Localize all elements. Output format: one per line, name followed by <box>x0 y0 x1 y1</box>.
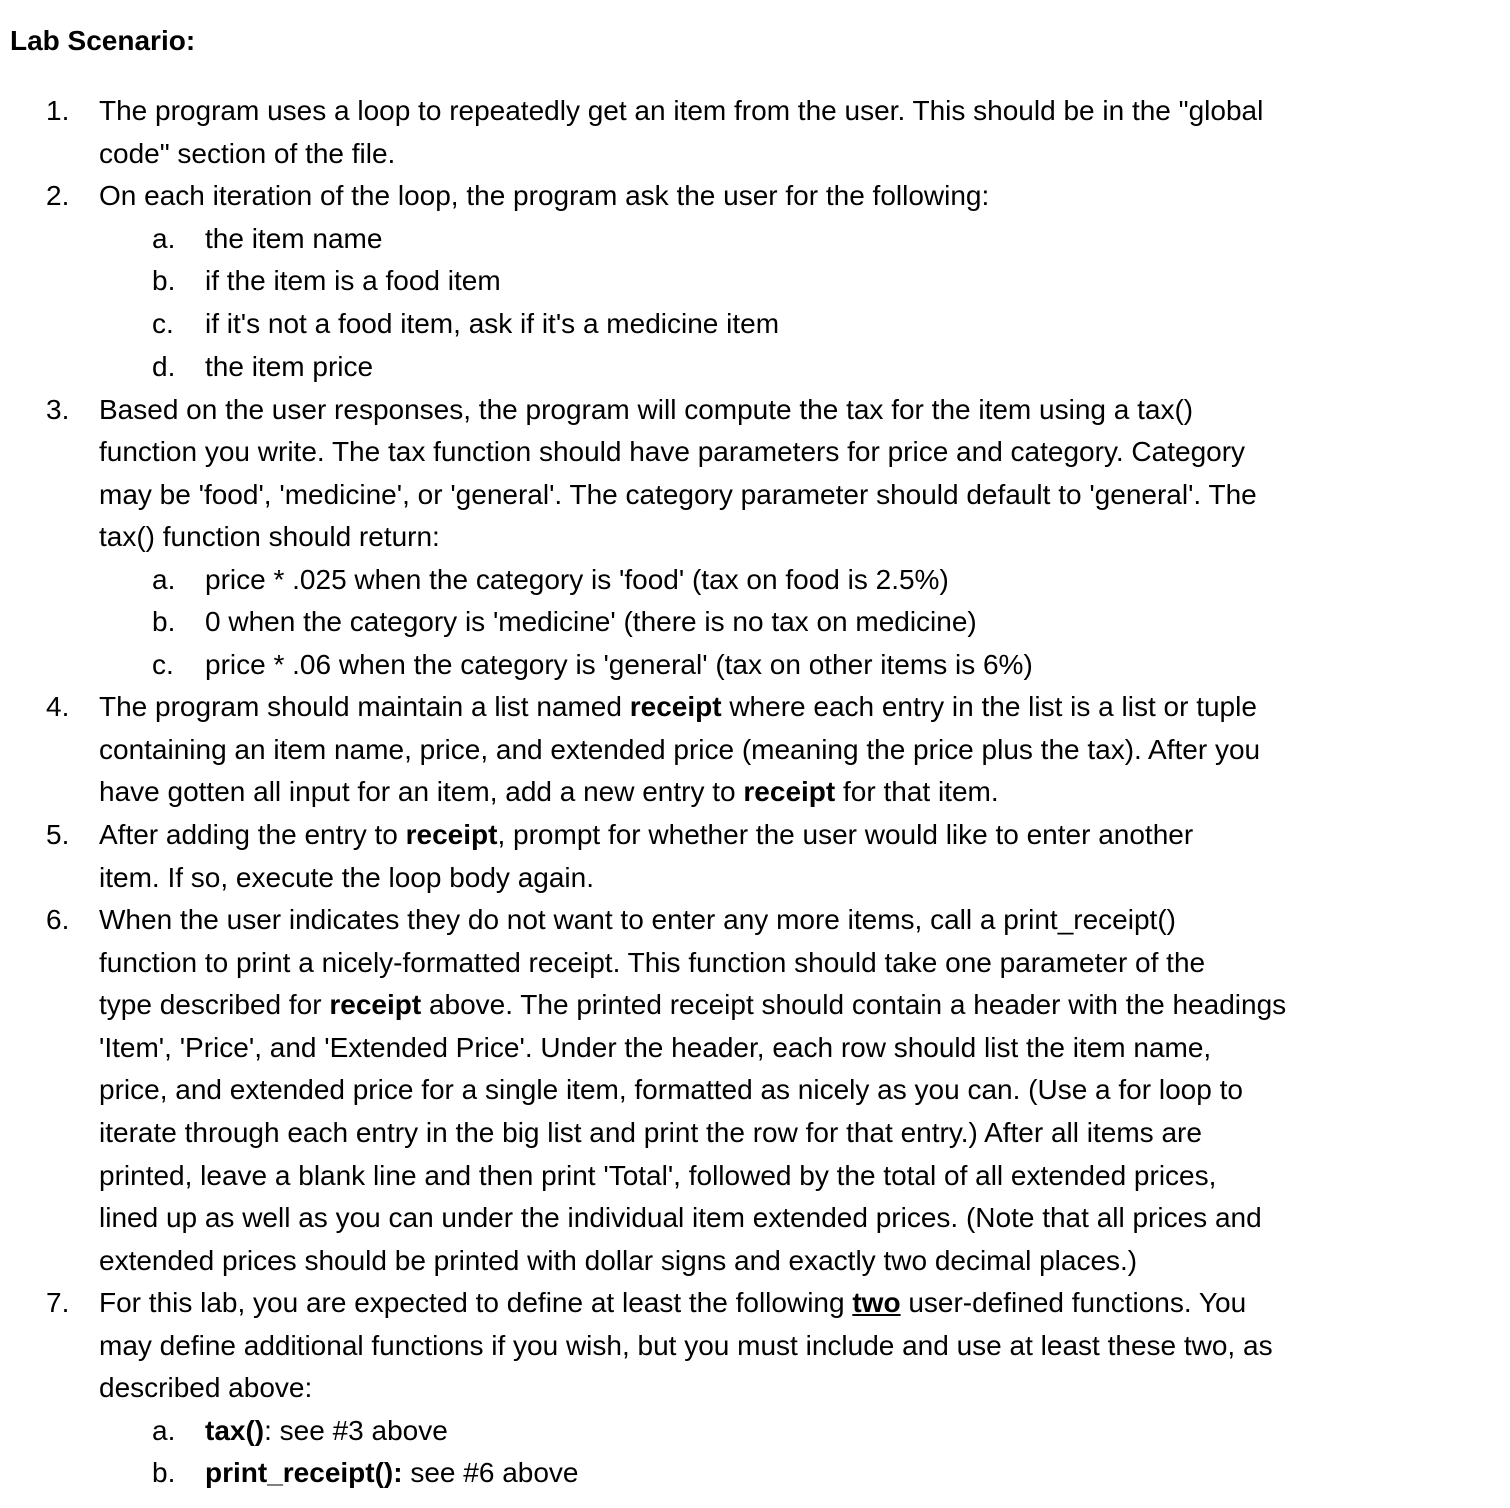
list-item-line: tax() function should return: <box>99 521 440 552</box>
list-number: 6. <box>46 904 70 935</box>
sub-item-text: if the item is a food item <box>205 265 501 296</box>
text-run: for that item. <box>835 776 999 807</box>
list-item-line: printed, leave a blank line and then print 'Total', followed by the total of all extended prices, <box>99 1160 1217 1191</box>
sub-letter: a. <box>152 564 176 595</box>
sub-item-text: price * .025 when the category is 'food' (tax on food is 2.5%) <box>205 564 949 595</box>
text-run: type described for <box>99 989 330 1020</box>
page-title: Lab Scenario: <box>10 25 196 56</box>
sub-letter: a. <box>152 223 176 254</box>
list-item-line: may be 'food', 'medicine', or 'general'. The category parameter should default to 'general'. The <box>99 479 1257 510</box>
code-term-receipt: receipt <box>743 776 836 807</box>
sub-letter: c. <box>152 308 174 339</box>
list-item-line: iterate through each entry in the big list and print the row for that entry.) After all items are <box>99 1117 1202 1148</box>
list-item-line <box>99 814 1193 857</box>
code-term-receipt: receipt <box>629 691 722 722</box>
list-item-line: function you write. The tax function should have parameters for price and category. Category <box>99 436 1246 467</box>
list-item-line: On each iteration of the loop, the program ask the user for the following: <box>99 180 990 211</box>
list-item-line: price, and extended price for a single item, formatted as nicely as you can. (Use a for loop to <box>99 1074 1243 1105</box>
list-item-line: described above: <box>99 1372 313 1403</box>
list-number: 7. <box>46 1287 70 1318</box>
text-run: After adding the entry to <box>99 819 406 850</box>
text-run: The program should maintain a list named <box>99 691 630 722</box>
list-number: 1. <box>46 95 70 126</box>
text-run: where each entry in the list is a list or tuple <box>721 691 1257 722</box>
text-run: have gotten all input for an item, add a new entry to <box>99 776 744 807</box>
sub-item-text: the item name <box>205 223 383 254</box>
list-item-line: extended prices should be printed with dollar signs and exactly two decimal places.) <box>99 1245 1138 1276</box>
sub-letter: b. <box>152 1457 176 1488</box>
list-item-line <box>99 771 999 814</box>
list-item-line: containing an item name, price, and extended price (meaning the price plus the tax). After you <box>99 734 1261 765</box>
code-term-receipt: receipt <box>405 819 498 850</box>
list-item-line <box>99 984 1286 1027</box>
sub-letter: b. <box>152 606 176 637</box>
text-run: user-defined functions. You <box>900 1287 1247 1318</box>
sub-item-text: if it's not a food item, ask if it's a medicine item <box>205 308 780 339</box>
list-item-line <box>99 1282 1246 1325</box>
sub-letter: d. <box>152 351 176 382</box>
sub-letter: a. <box>152 1415 176 1446</box>
list-item-line: lined up as well as you can under the individual item extended prices. (Note that all prices and <box>99 1202 1262 1233</box>
sub-letter: b. <box>152 265 176 296</box>
list-item-line: item. If so, execute the loop body again. <box>99 862 594 893</box>
list-item-line: function to print a nicely-formatted receipt. This function should take one parameter of the <box>99 947 1206 978</box>
list-item-line: code" section of the file. <box>99 138 396 169</box>
function-name-tax: tax() <box>205 1415 265 1446</box>
list-number: 3. <box>46 394 70 425</box>
list-number: 4. <box>46 691 70 722</box>
text-run: above. The printed receipt should contain a header with the headings <box>421 989 1287 1020</box>
text-run: : see #3 above <box>264 1415 448 1446</box>
code-term-receipt: receipt <box>329 989 422 1020</box>
function-name-print-receipt: print_receipt(): <box>205 1457 403 1488</box>
list-item-line: Based on the user responses, the program will compute the tax for the item using a tax() <box>99 394 1194 425</box>
sub-item-text: the item price <box>205 351 374 382</box>
emphasis-two: two <box>852 1287 901 1318</box>
list-item-line: The program uses a loop to repeatedly get an item from the user. This should be in the "global <box>99 95 1264 126</box>
sub-item-text: price * .06 when the category is 'general' (tax on other items is 6%) <box>205 649 1033 680</box>
list-item-line <box>99 686 1257 729</box>
sub-item-text <box>205 1452 579 1495</box>
text-run: , prompt for whether the user would like to enter another <box>497 819 1194 850</box>
list-item-line: When the user indicates they do not want to enter any more items, call a print_receipt() <box>99 904 1176 935</box>
text-run: For this lab, you are expected to define at least the following <box>99 1287 853 1318</box>
sub-letter: c. <box>152 649 174 680</box>
list-item-line: 'Item', 'Price', and 'Extended Price'. Under the header, each row should list the item name, <box>99 1032 1212 1063</box>
text-run: see #6 above <box>402 1457 579 1488</box>
list-item-line: may define additional functions if you wish, but you must include and use at least these two, as <box>99 1330 1273 1361</box>
list-number: 5. <box>46 819 70 850</box>
sub-item-text <box>205 1410 448 1453</box>
list-number: 2. <box>46 180 70 211</box>
sub-item-text: 0 when the category is 'medicine' (there is no tax on medicine) <box>205 606 977 637</box>
